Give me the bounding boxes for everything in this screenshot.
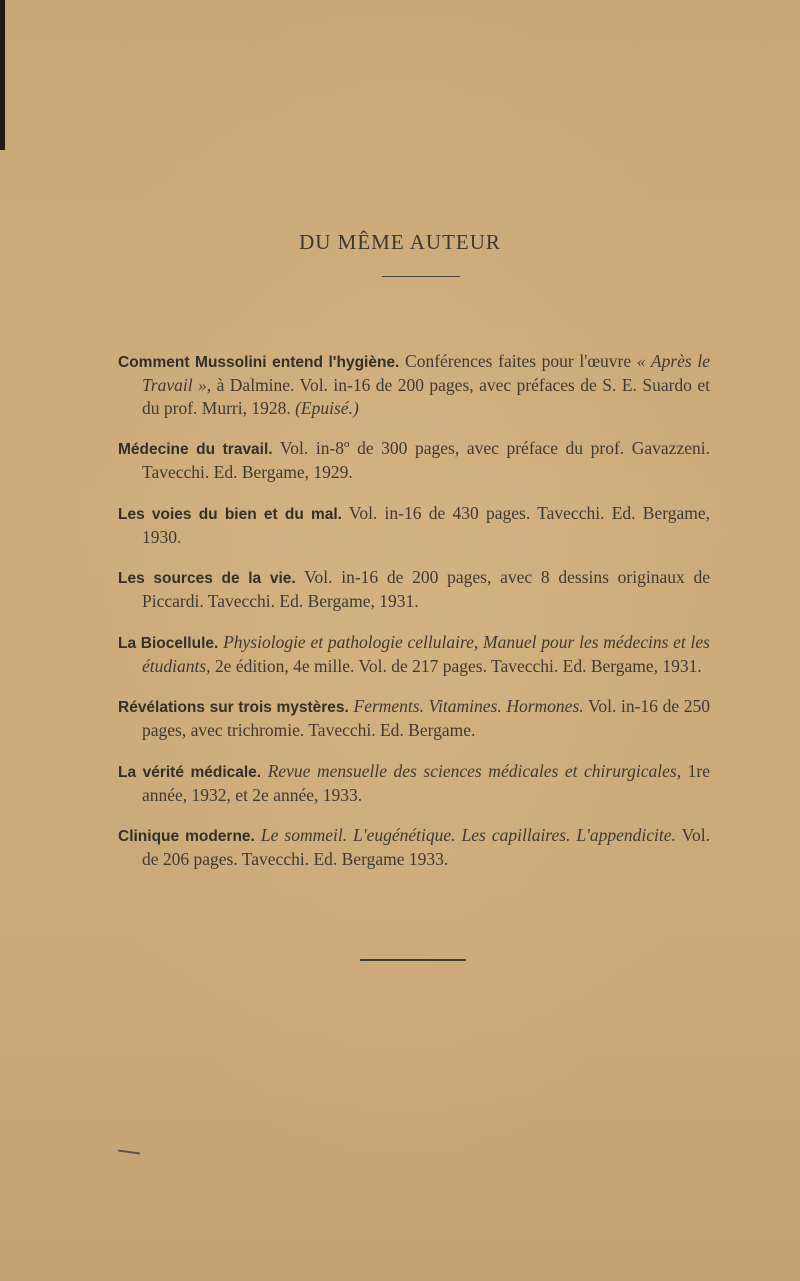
entry-title: Comment Mussolini entend l'hygiène. (118, 353, 400, 371)
page-edge-shadow (0, 0, 5, 150)
entry-text: Vol. in-16 de 250 pages, avec trichromie. Tavecchi. Ed. Bergame. (142, 696, 711, 740)
entry-text: Vol. in-16 de 430 pages. Tavecchi. Ed. Bergame, 1930. (142, 502, 711, 547)
bottom-divider (360, 959, 466, 961)
entry-text: Vol. in-16 de 200 pages, avec 8 dessins originaux de Piccardi. Tavecchi. Ed. Bergame, 1931. (142, 567, 710, 611)
entry-italic-text: « Après le Travail » (142, 350, 710, 395)
entry-text: 2e édition, 4e mille. Vol. de 217 pages. Tavecchi. Ed. Bergame, 1931. (210, 655, 702, 676)
bibliography-entry (118, 631, 710, 678)
entry-text: Conférences faites pour l'œuvre (399, 350, 637, 371)
entry-title: Les voies du bien et du mal. (118, 505, 342, 523)
bibliography-entry (118, 695, 710, 742)
bibliography-entry (118, 760, 710, 807)
entry-italic-text: Revue mensuelle des sciences médicales et chirurgicales, (267, 760, 682, 781)
entry-text: 1re année, 1932, et 2e année, 1933. (142, 760, 711, 805)
entry-title: La Biocellule. (118, 634, 219, 652)
bibliography-entry (118, 824, 710, 871)
page-heading: DU MÊME AUTEUR (299, 230, 501, 254)
entry-title: Révélations sur trois mystères. (118, 699, 349, 716)
bibliography-entry (118, 502, 710, 549)
ink-mark (118, 1149, 140, 1154)
entry-text: Vol. in-8º de 300 pages, avec préface du prof. Gavazzeni. Tavecchi. Ed. Bergame, 1929. (142, 438, 710, 482)
top-divider (382, 276, 460, 277)
entry-title: Clinique moderne. (118, 828, 255, 845)
entry-italic-text: Ferments. Vitamines. Hormones. (353, 696, 584, 716)
bibliography-list (118, 332, 710, 887)
entry-text: Vol. de 206 pages. Tavecchi. Ed. Bergame 1933. (142, 825, 710, 869)
entry-title: Médecine du travail. (118, 441, 273, 458)
entry-title: Les sources de la vie. (118, 570, 296, 587)
entry-title: La vérité médicale. (118, 763, 262, 781)
entry-text (261, 761, 268, 781)
bibliography-entry (118, 437, 710, 484)
entry-italic-text: Le sommeil. L'eugénétique. Les capillaires. L'appendicite. (260, 825, 676, 845)
bibliography-entry (118, 350, 710, 420)
entry-text: , à Dalmine. Vol. in-16 de 200 pages, avec préfaces de S. E. Suardo et du prof. Murri, 1928. (142, 374, 710, 418)
bibliography-entry (118, 566, 710, 613)
entry-italic-text: (Epuisé.) (295, 397, 359, 418)
entry-italic-text: Physiologie et pathologie cellulaire, Manuel pour les médecins et les étudiants, (142, 631, 710, 676)
